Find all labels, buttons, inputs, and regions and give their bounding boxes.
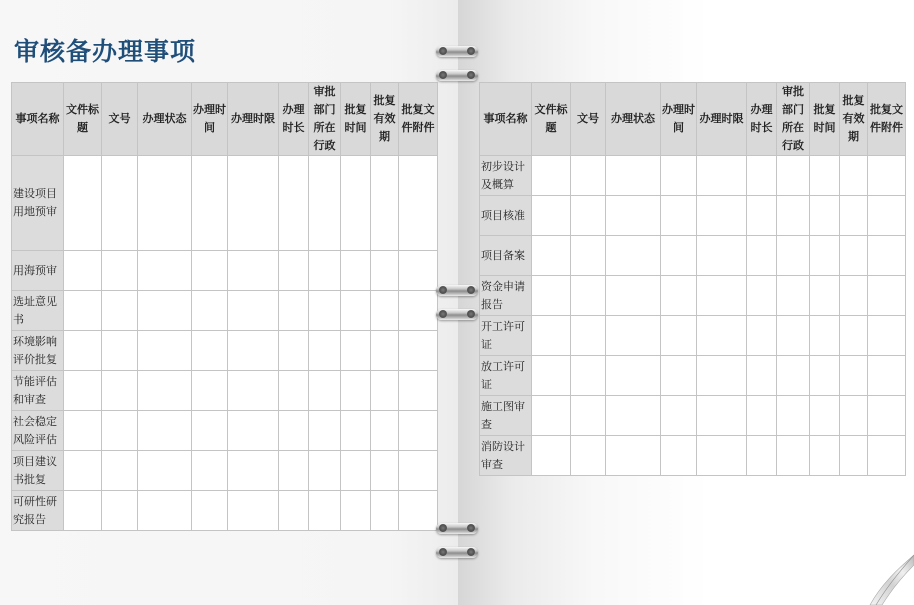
table-cell[interactable] [661, 316, 697, 356]
table-row [12, 491, 438, 531]
table-cell[interactable] [309, 251, 341, 291]
table-cell[interactable] [747, 276, 777, 316]
binder-ring [436, 523, 478, 534]
table-cell[interactable] [777, 276, 810, 316]
table-row [480, 276, 906, 316]
table-cell[interactable] [532, 276, 571, 316]
table-cell[interactable] [697, 316, 747, 356]
table-cell[interactable] [279, 411, 309, 451]
table-cell[interactable] [371, 251, 399, 291]
table-cell[interactable] [399, 331, 438, 371]
table-cell[interactable] [399, 251, 438, 291]
table-cell[interactable] [868, 316, 906, 356]
binder-ring [436, 309, 478, 320]
table-cell[interactable] [810, 436, 840, 476]
table-cell[interactable] [571, 316, 606, 356]
table-cell[interactable] [697, 276, 747, 316]
column-header: 审批部门所在行政 [309, 83, 341, 156]
table-cell[interactable] [192, 291, 228, 331]
table-row [12, 371, 438, 411]
table-cell[interactable] [868, 356, 906, 396]
table-cell[interactable] [64, 156, 102, 251]
table-cell[interactable] [102, 411, 138, 451]
table-cell[interactable] [868, 396, 906, 436]
table-cell[interactable] [228, 451, 279, 491]
table-cell[interactable] [309, 371, 341, 411]
table-cell[interactable] [868, 236, 906, 276]
table-cell[interactable] [309, 331, 341, 371]
table-cell[interactable] [810, 276, 840, 316]
table-cell[interactable] [192, 251, 228, 291]
table-cell[interactable] [571, 436, 606, 476]
column-header: 办理状态 [138, 83, 192, 156]
page-title: 审核备办理事项 [14, 37, 197, 66]
column-header: 文件标题 [532, 83, 571, 156]
table-row [12, 411, 438, 451]
table-cell[interactable] [309, 451, 341, 491]
table-row [12, 331, 438, 371]
table-cell[interactable] [228, 411, 279, 451]
row-label: 资金申请报告 [480, 276, 532, 316]
row-label: 项目建议书批复 [12, 451, 64, 491]
table-cell[interactable] [64, 371, 102, 411]
table-cell[interactable] [747, 316, 777, 356]
table-cell[interactable] [399, 411, 438, 451]
table-cell[interactable] [341, 451, 371, 491]
column-header: 批复时间 [341, 83, 371, 156]
table-row [12, 156, 438, 251]
table-cell[interactable] [341, 411, 371, 451]
table-cell[interactable] [192, 371, 228, 411]
left-approval-table [11, 82, 438, 531]
header-row [480, 83, 906, 156]
table-cell[interactable] [571, 276, 606, 316]
table-row [12, 251, 438, 291]
table-row [480, 436, 906, 476]
row-label: 可研性研究报告 [12, 491, 64, 531]
table-cell[interactable] [102, 291, 138, 331]
table-cell[interactable] [309, 156, 341, 251]
table-cell[interactable] [810, 156, 840, 196]
row-label: 建设项目用地预审 [12, 156, 64, 251]
table-cell[interactable] [64, 491, 102, 531]
table-cell[interactable] [747, 156, 777, 196]
table-row [480, 156, 906, 196]
table-cell[interactable] [868, 436, 906, 476]
table-cell[interactable] [102, 491, 138, 531]
page-curl-icon[interactable] [862, 553, 914, 605]
column-header: 事项名称 [480, 83, 532, 156]
table-cell[interactable] [399, 156, 438, 251]
table-cell[interactable] [532, 396, 571, 436]
table-cell[interactable] [606, 436, 661, 476]
table-cell[interactable] [571, 156, 606, 196]
table-cell[interactable] [697, 156, 747, 196]
table-cell[interactable] [102, 371, 138, 411]
table-cell[interactable] [64, 411, 102, 451]
table-cell[interactable] [810, 196, 840, 236]
row-label: 选址意见书 [12, 291, 64, 331]
table-cell[interactable] [192, 331, 228, 371]
table-cell[interactable] [371, 291, 399, 331]
table-cell[interactable] [571, 356, 606, 396]
table-cell[interactable] [747, 196, 777, 236]
table-cell[interactable] [868, 196, 906, 236]
table-cell[interactable] [661, 436, 697, 476]
table-cell[interactable] [192, 411, 228, 451]
row-label: 放工许可证 [480, 356, 532, 396]
table-cell[interactable] [606, 396, 661, 436]
table-cell[interactable] [777, 236, 810, 276]
table-cell[interactable] [532, 196, 571, 236]
table-cell[interactable] [399, 491, 438, 531]
table-cell[interactable] [532, 436, 571, 476]
table-row [480, 316, 906, 356]
table-cell[interactable] [192, 451, 228, 491]
column-header: 批复有效期 [840, 83, 868, 156]
table-cell[interactable] [747, 396, 777, 436]
table-cell[interactable] [606, 316, 661, 356]
binder-ring [436, 547, 478, 558]
table-cell[interactable] [341, 331, 371, 371]
table-cell[interactable] [341, 371, 371, 411]
table-cell[interactable] [661, 156, 697, 196]
table-cell[interactable] [138, 491, 192, 531]
column-header: 办理时间 [192, 83, 228, 156]
table-cell[interactable] [840, 316, 868, 356]
table-cell[interactable] [399, 451, 438, 491]
binder-ring [436, 46, 478, 57]
row-label: 施工图审查 [480, 396, 532, 436]
table-cell[interactable] [810, 236, 840, 276]
table-cell[interactable] [102, 331, 138, 371]
column-header: 办理时长 [279, 83, 309, 156]
column-header: 批复文件附件 [868, 83, 906, 156]
column-header: 批复有效期 [371, 83, 399, 156]
table-row [480, 236, 906, 276]
table-cell[interactable] [64, 331, 102, 371]
table-cell[interactable] [606, 236, 661, 276]
binder-ring [436, 70, 478, 81]
table-cell[interactable] [279, 371, 309, 411]
table-cell[interactable] [64, 291, 102, 331]
table-cell[interactable] [309, 291, 341, 331]
table-cell[interactable] [697, 396, 747, 436]
table-cell[interactable] [777, 436, 810, 476]
table-cell[interactable] [102, 251, 138, 291]
table-cell[interactable] [840, 156, 868, 196]
column-header: 办理时限 [228, 83, 279, 156]
column-header: 办理时限 [697, 83, 747, 156]
table-row [480, 396, 906, 436]
table-cell[interactable] [228, 371, 279, 411]
table-cell[interactable] [532, 356, 571, 396]
row-label: 用海预审 [12, 251, 64, 291]
table-cell[interactable] [840, 436, 868, 476]
row-label: 社会稳定风险评估 [12, 411, 64, 451]
column-header: 审批部门所在行政 [777, 83, 810, 156]
table-cell[interactable] [371, 411, 399, 451]
row-label: 节能评估和审查 [12, 371, 64, 411]
table-row [480, 196, 906, 236]
table-cell[interactable] [228, 291, 279, 331]
table-cell[interactable] [309, 411, 341, 451]
table-cell[interactable] [371, 331, 399, 371]
table-cell[interactable] [606, 276, 661, 316]
table-cell[interactable] [192, 156, 228, 251]
table-cell[interactable] [64, 451, 102, 491]
column-header: 办理时间 [661, 83, 697, 156]
table-cell[interactable] [371, 156, 399, 251]
table-cell[interactable] [868, 276, 906, 316]
column-header: 事项名称 [12, 83, 64, 156]
table-cell[interactable] [279, 491, 309, 531]
table-cell[interactable] [279, 291, 309, 331]
table-cell[interactable] [777, 156, 810, 196]
table-cell[interactable] [341, 251, 371, 291]
table-cell[interactable] [606, 156, 661, 196]
right-approval-table [479, 82, 906, 476]
table-cell[interactable] [606, 196, 661, 236]
table-cell[interactable] [138, 411, 192, 451]
table-cell[interactable] [661, 396, 697, 436]
table-cell[interactable] [532, 156, 571, 196]
table-cell[interactable] [810, 316, 840, 356]
column-header: 批复文件附件 [399, 83, 438, 156]
table-cell[interactable] [868, 156, 906, 196]
table-cell[interactable] [777, 196, 810, 236]
table-cell[interactable] [697, 356, 747, 396]
row-label: 项目核准 [480, 196, 532, 236]
column-header: 文号 [571, 83, 606, 156]
table-cell[interactable] [341, 491, 371, 531]
row-label: 消防设计审查 [480, 436, 532, 476]
table-cell[interactable] [697, 436, 747, 476]
row-label: 环境影响评价批复 [12, 331, 64, 371]
table-cell[interactable] [138, 251, 192, 291]
column-header: 文件标题 [64, 83, 102, 156]
table-cell[interactable] [840, 356, 868, 396]
table-cell[interactable] [228, 491, 279, 531]
table-cell[interactable] [279, 251, 309, 291]
table-cell[interactable] [810, 356, 840, 396]
table-cell[interactable] [840, 276, 868, 316]
table-cell[interactable] [371, 491, 399, 531]
table-cell[interactable] [192, 491, 228, 531]
table-cell[interactable] [840, 236, 868, 276]
table-cell[interactable] [747, 356, 777, 396]
table-cell[interactable] [697, 236, 747, 276]
table-cell[interactable] [279, 451, 309, 491]
table-cell[interactable] [840, 396, 868, 436]
table-cell[interactable] [228, 331, 279, 371]
table-cell[interactable] [341, 291, 371, 331]
table-cell[interactable] [606, 356, 661, 396]
binder-ring [436, 285, 478, 296]
table-cell[interactable] [102, 156, 138, 251]
column-header: 批复时间 [810, 83, 840, 156]
table-cell[interactable] [138, 156, 192, 251]
table-cell[interactable] [747, 436, 777, 476]
table-cell[interactable] [279, 156, 309, 251]
column-header: 办理时长 [747, 83, 777, 156]
table-row [12, 291, 438, 331]
table-row [12, 451, 438, 491]
column-header: 文号 [102, 83, 138, 156]
table-cell[interactable] [532, 316, 571, 356]
table-cell[interactable] [571, 236, 606, 276]
table-cell[interactable] [138, 291, 192, 331]
table-cell[interactable] [279, 331, 309, 371]
table-cell[interactable] [571, 196, 606, 236]
table-cell[interactable] [138, 451, 192, 491]
table-cell[interactable] [840, 196, 868, 236]
table-cell[interactable] [64, 251, 102, 291]
table-cell[interactable] [777, 316, 810, 356]
row-label: 项目备案 [480, 236, 532, 276]
header-row [12, 83, 438, 156]
table-row [480, 356, 906, 396]
table-cell[interactable] [102, 451, 138, 491]
table-cell[interactable] [747, 236, 777, 276]
table-cell[interactable] [371, 451, 399, 491]
table-cell[interactable] [371, 371, 399, 411]
table-cell[interactable] [228, 251, 279, 291]
table-cell[interactable] [138, 331, 192, 371]
table-cell[interactable] [399, 291, 438, 331]
table-cell[interactable] [341, 156, 371, 251]
table-cell[interactable] [810, 396, 840, 436]
table-cell[interactable] [661, 196, 697, 236]
table-cell[interactable] [777, 356, 810, 396]
table-cell[interactable] [661, 236, 697, 276]
table-cell[interactable] [399, 371, 438, 411]
column-header: 办理状态 [606, 83, 661, 156]
table-cell[interactable] [571, 396, 606, 436]
table-cell[interactable] [661, 356, 697, 396]
table-cell[interactable] [138, 371, 192, 411]
row-label: 初步设计及概算 [480, 156, 532, 196]
table-cell[interactable] [777, 396, 810, 436]
table-cell[interactable] [532, 236, 571, 276]
table-cell[interactable] [697, 196, 747, 236]
row-label: 开工许可证 [480, 316, 532, 356]
table-cell[interactable] [661, 276, 697, 316]
table-cell[interactable] [228, 156, 279, 251]
table-cell[interactable] [309, 491, 341, 531]
